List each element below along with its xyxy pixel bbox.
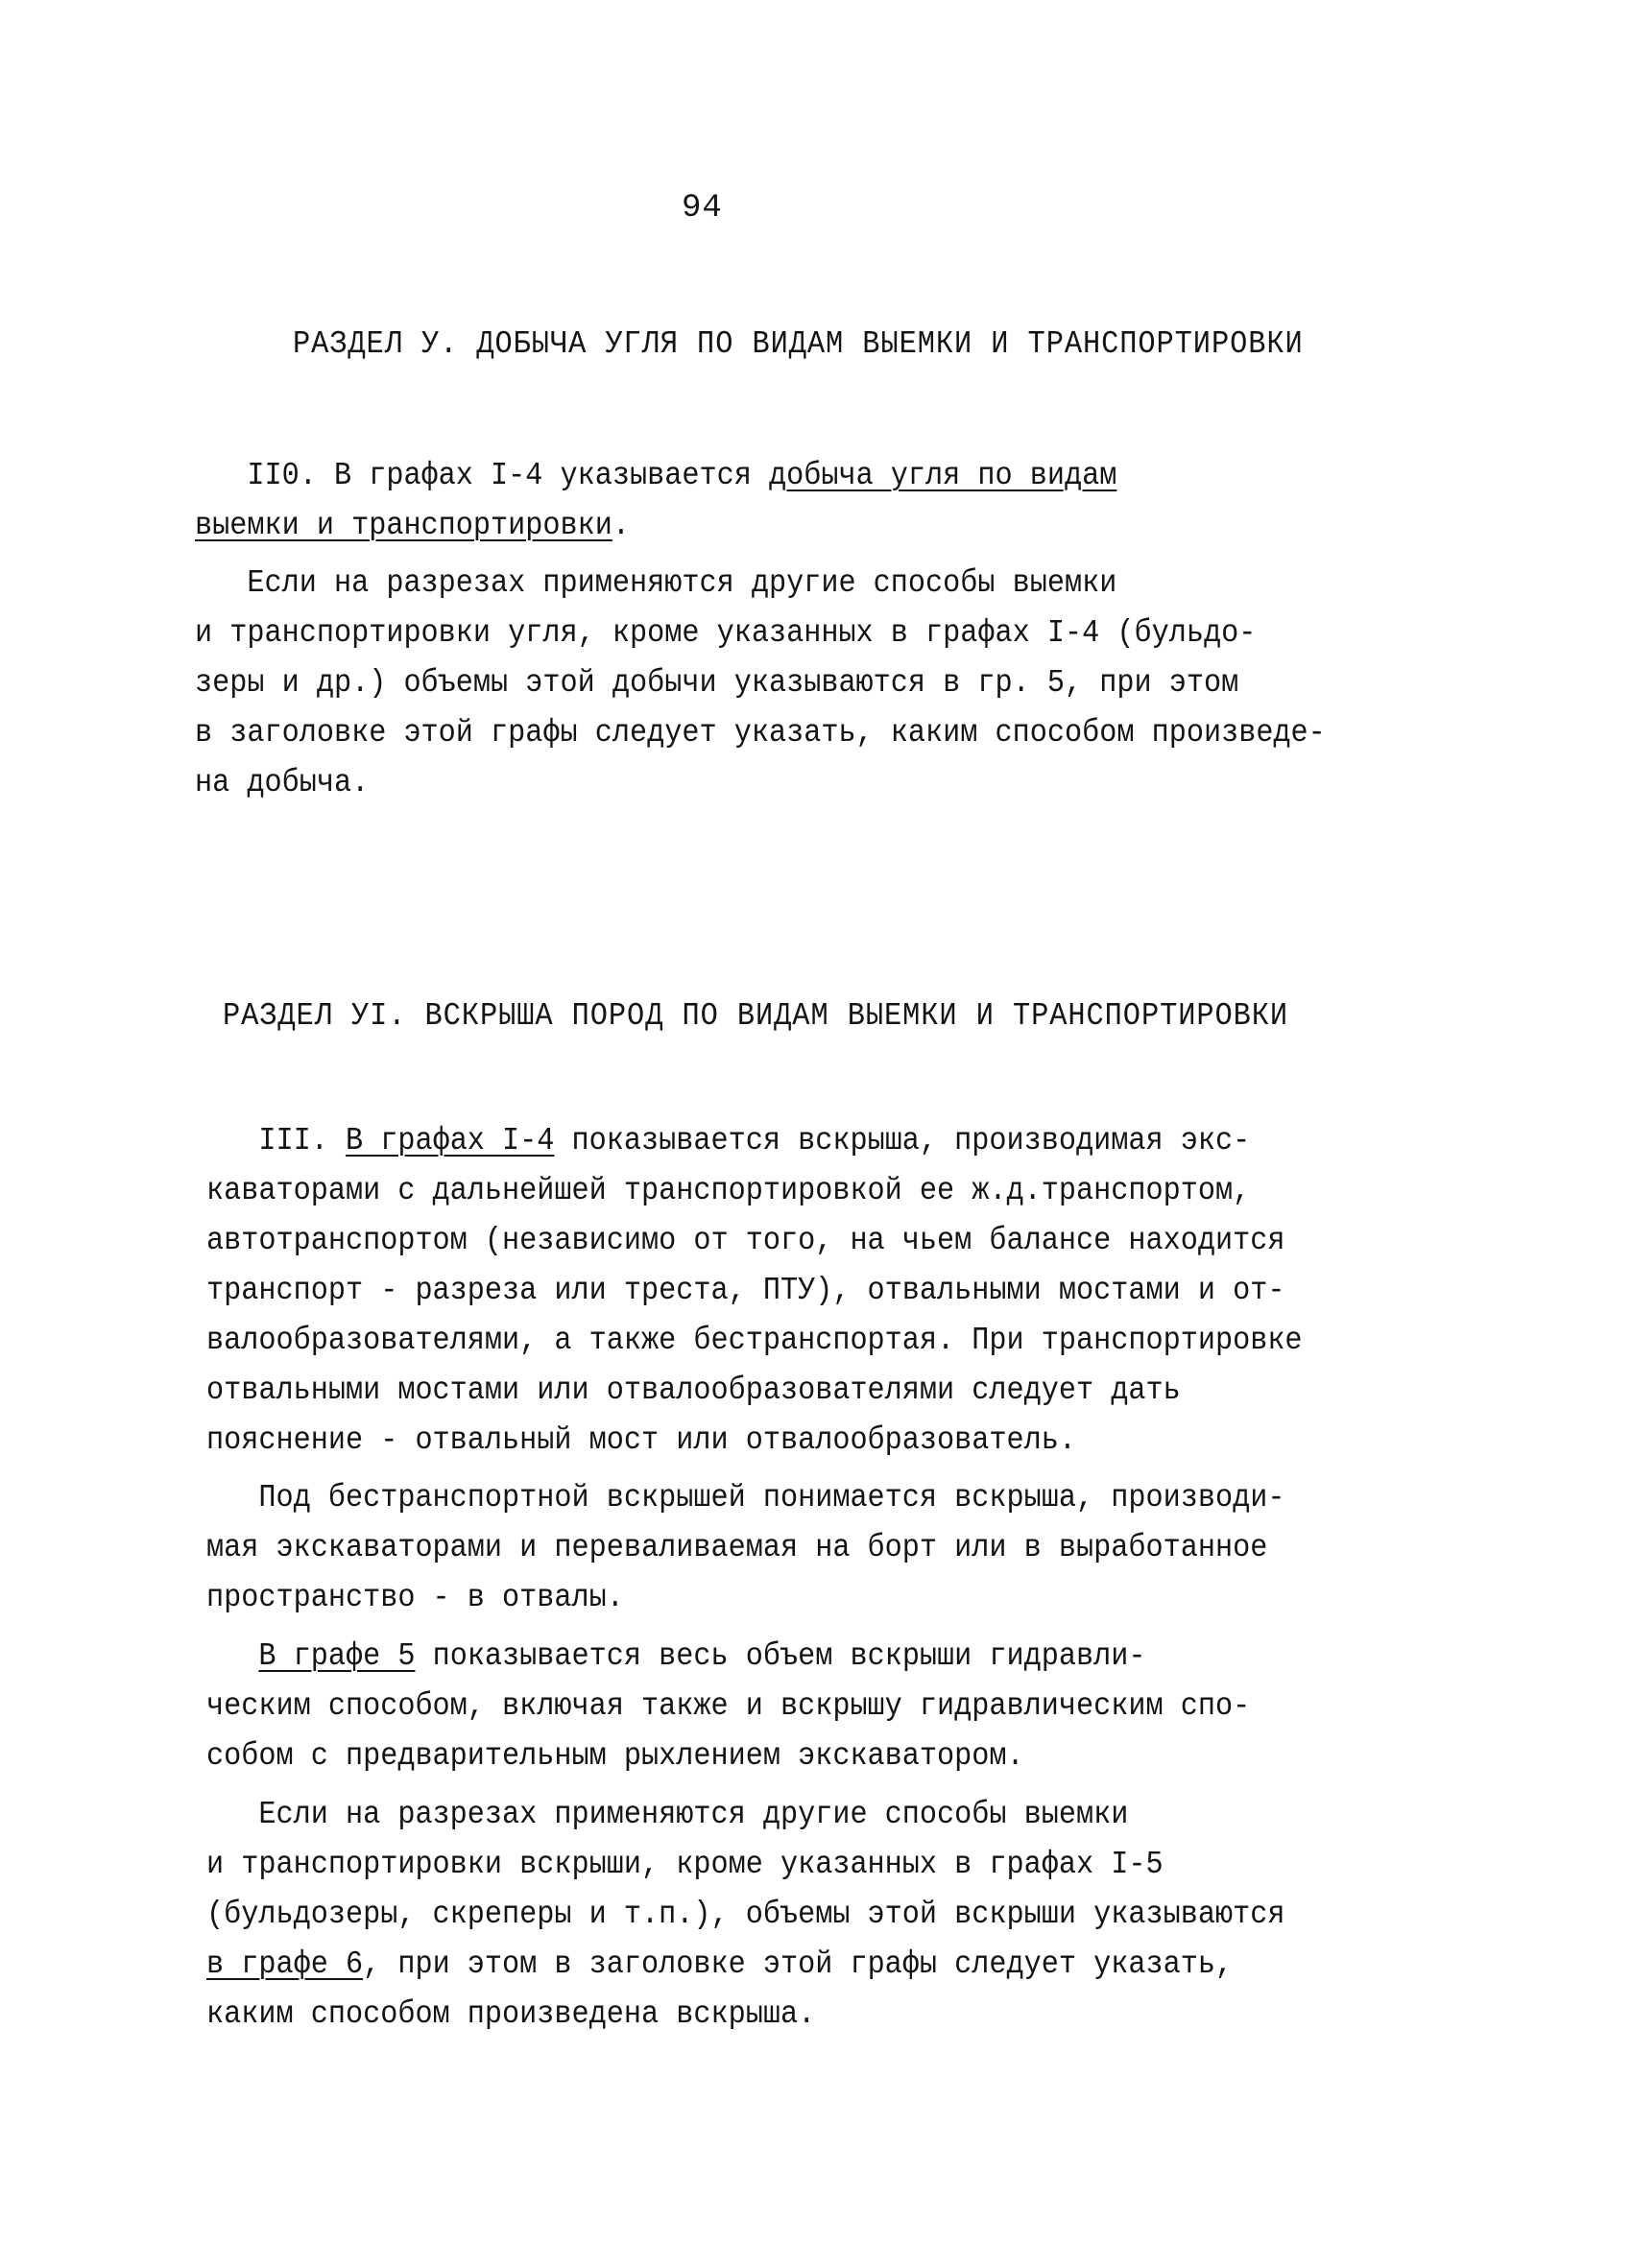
paragraph-110-cont (195, 501, 630, 551)
paragraph-grafa-5-underline: В графе 5 (258, 1638, 416, 1674)
paragraph-110-lead: II0. В графах I-4 указывается (195, 458, 769, 493)
paragraph-111-underline: В графах I-4 (345, 1123, 555, 1158)
paragraph-110 (195, 451, 1116, 501)
paragraph-grafa-5-rest: показывается весь объем вскрыши гидравли- ческим способом, включая также и вскрышу гидравлическим спо- собом с предварительным рыхлением экскаватором. (206, 1638, 1251, 1774)
paragraph-110-underline-1: добыча угля по видам (768, 458, 1117, 493)
section-5-heading: РАЗДЕЛ У. ДОБЫЧА УГЛЯ ПО ВИДАМ ВЫЕМКИ И ТРАНСПОРТИРОВКИ (293, 326, 1304, 362)
paragraph-110-underline-2: выемки и транспортировки (195, 508, 612, 543)
paragraph-grafa-6-rest: , при этом в заголовке этой графы следует указать, каким способом произведена вскрыша. (206, 1946, 1234, 2032)
paragraph-111 (206, 1116, 1303, 1466)
paragraph-grafa-6 (206, 1790, 1284, 2040)
paragraph-110-tail: . (612, 508, 631, 543)
paragraph-grafa-5-lead (206, 1638, 258, 1674)
paragraph-grafa-6-lead: Если на разрезах применяются другие способы выемки и транспортировки вскрыши, кроме указанных в графах I-5 (бульдозеры, скреперы и т.п.), объемы этой вскрыши указываются (206, 1797, 1285, 1932)
paragraph-grafa-6-underline: в графе 6 (206, 1946, 364, 1982)
section-6-heading: РАЗДЕЛ УI. ВСКРЫША ПОРОД ПО ВИДАМ ВЫЕМКИ И ТРАНСПОРТИРОВКИ (223, 998, 1289, 1034)
paragraph-grafa-5 (206, 1632, 1250, 1781)
paragraph-bestransport: Под бестранспортной вскрышей понимается вскрыша, производи- мая экскаваторами и переваливаемая на борт или в выработанное пространство - в отвалы. (206, 1480, 1285, 1615)
paragraph-111-lead: III. (206, 1123, 346, 1158)
paragraph-110-other-methods: Если на разрезах применяются другие способы выемки и транспортировки угля, кроме указанных в графах I-4 (бульдо- зеры и др.) объемы этой добычи указываются в гр. 5, при этом в заголовке этой графы следует указать, каким способом произведе- на добыча. (195, 565, 1326, 800)
page-number: 94 (682, 190, 723, 227)
paragraph-111-rest: показывается вскрыша, производимая экс- каваторами с дальнейшей транспортировкой ее ж.д.транспортом, автотранспортом (независимо от того, на чьем балансе находится транспорт - разреза или треста, ПТУ), отвальными мостами и от- валообразователями, а также бестранспортая. При транспортировке отвальными мостами или отвалообразователями следует дать пояснение - отвальный мост или отвалообразователь. (206, 1123, 1303, 1458)
